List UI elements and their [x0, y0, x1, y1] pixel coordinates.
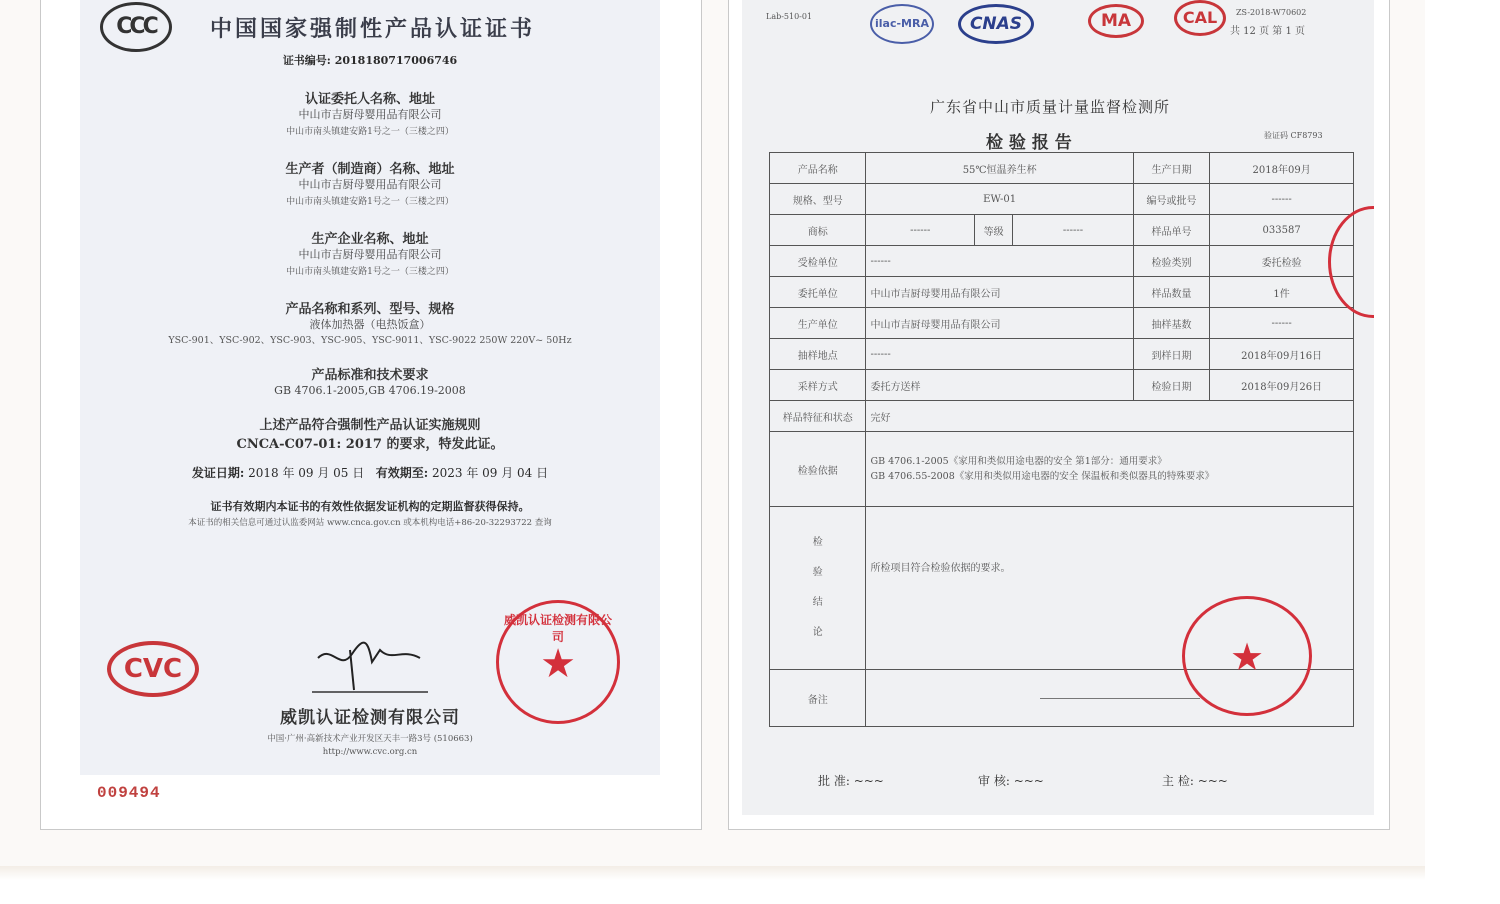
ilac-mra-logo-icon: ilac-MRA — [870, 4, 934, 44]
cell-value: ------ — [1013, 215, 1134, 246]
seal-text: 威凯认证检测有限公司 — [503, 613, 612, 644]
approver-sign: 批 准: ~~~ — [818, 774, 884, 788]
cell-label: 样品数量 — [1133, 277, 1209, 308]
cell-value: 委托检验 — [1210, 246, 1354, 277]
table-row — [770, 339, 1354, 370]
issuer-name: 威凯认证检测有限公司 — [280, 708, 460, 728]
cell-value: 1件 — [1210, 277, 1354, 308]
table-row — [770, 184, 1354, 215]
cvc-logo-icon: CVC — [107, 641, 199, 697]
table-row — [770, 215, 1354, 246]
conformity-line-2: CNCA-C07-01: 2017 的要求，特发此证。 — [236, 437, 504, 452]
conclusion-char: 检 — [812, 537, 823, 548]
cell-value: ------ — [866, 215, 975, 246]
cell-label: 编号或批号 — [1133, 184, 1209, 215]
table-row — [770, 401, 1354, 432]
applicant-name: 中山市吉厨母婴用品有限公司 — [298, 108, 442, 121]
certificate-number-line: 证书编号: 2018180717006746 — [282, 54, 458, 67]
product-models: YSC-901、YSC-902、YSC-903、YSC-905、YSC-9011、YSC-9022 250W 220V~ 50Hz — [168, 335, 572, 346]
product-name: 液体加热器（电热饭盒） — [309, 318, 431, 331]
certificate-serial: 009494 — [97, 784, 161, 802]
cell-label: 采样方式 — [770, 370, 866, 401]
remark-line — [1040, 698, 1200, 699]
cell-value: 完好 — [866, 401, 1354, 432]
cell-value: ------ — [866, 246, 1133, 277]
cell-label: 样品单号 — [1133, 215, 1209, 246]
cell-label: 生产单位 — [770, 308, 866, 339]
cell-label: 产品名称 — [770, 153, 866, 184]
applicant-address: 中山市南头镇建安路1号之一（三楼之四） — [286, 127, 454, 137]
bottom-strip — [0, 866, 1425, 880]
page-info: 共 12 页 第 1 页 — [1230, 26, 1305, 37]
cell-value: EW-01 — [866, 184, 1133, 215]
cell-label: 受检单位 — [770, 246, 866, 277]
conclusion-label-cell — [770, 507, 866, 670]
cell-value: 中山市吉厨母婴用品有限公司 — [866, 308, 1133, 339]
cell-label: 商标 — [770, 215, 866, 246]
manufacturer-label: 生产者（制造商）名称、地址 — [285, 162, 455, 177]
basis-cell — [866, 432, 1354, 507]
cell-label: 抽样地点 — [770, 339, 866, 370]
verification-code: 验证码 CF8793 — [1264, 131, 1323, 140]
cell-value: 委托方送样 — [866, 370, 1133, 401]
institute-name: 广东省中山市质量计量监督检测所 — [930, 98, 1171, 116]
conclusion-char: 论 — [812, 627, 823, 638]
cell-value: ------ — [866, 339, 1133, 370]
issuer-address: 中国·广州·高新技术产业开发区天丰一路3号 (510663) — [267, 734, 473, 744]
cell-value: 2018年09月16日 — [1210, 339, 1354, 370]
date-line: 发证日期: 2018 年 09 月 05 日 有效期至: 2023 年 09 月 04 日 — [191, 466, 549, 480]
inquiry-note: 本证书的相关信息可通过认监委网站 www.cnca.gov.cn 或本机构电话+86-20-32293722 查询 — [188, 518, 552, 528]
cell-value: 2018年09月26日 — [1210, 370, 1354, 401]
conclusion-value: 所检项目符合检验依据的要求。 — [866, 507, 1354, 670]
certificate-title: 中国国家强制性产品认证证书 — [210, 17, 536, 42]
cell-label: 等级 — [975, 215, 1013, 246]
table-row — [770, 432, 1354, 507]
seal-star-icon: ★ — [540, 641, 576, 687]
factory-address: 中山市南头镇建安路1号之一（三楼之四） — [286, 267, 454, 277]
cell-label: 检验日期 — [1133, 370, 1209, 401]
inspector-sign: 主 检: ~~~ — [1162, 774, 1228, 788]
signature — [310, 632, 430, 694]
table-row — [770, 246, 1354, 277]
table-row — [770, 277, 1354, 308]
table-row — [770, 370, 1354, 401]
cell-value: 033587 — [1210, 215, 1354, 246]
form-code: Lab-510-01 — [766, 12, 813, 21]
factory-name: 中山市吉厨母婴用品有限公司 — [298, 248, 442, 261]
product-label: 产品名称和系列、型号、规格 — [285, 302, 455, 317]
factory-label: 生产企业名称、地址 — [311, 232, 429, 247]
report-seal — [1182, 596, 1312, 716]
cell-label: 样品特征和状态 — [770, 401, 866, 432]
conformity-line-1: 上述产品符合强制性产品认证实施规则 — [259, 418, 481, 433]
cell-value: 中山市吉厨母婴用品有限公司 — [866, 277, 1133, 308]
conclusion-char: 验 — [812, 567, 823, 578]
cell-label: 检验依据 — [770, 432, 866, 507]
standards-label: 产品标准和技术要求 — [311, 368, 429, 383]
table-row — [770, 153, 1354, 184]
ccc-certificate — [80, 0, 660, 775]
cell-label: 抽样基数 — [1133, 308, 1209, 339]
conclusion-char: 结 — [812, 597, 823, 608]
cell-label: 备注 — [770, 670, 866, 727]
basis-line: GB 4706.1-2005《家用和类似用途电器的安全 第1部分：通用要求》 — [870, 456, 1167, 467]
ccc-logo-icon: CCC — [100, 2, 172, 52]
cnas-logo-icon: CNAS — [958, 4, 1034, 44]
cell-label: 到样日期 — [1133, 339, 1209, 370]
table-row — [770, 308, 1354, 339]
seal-star-icon: ★ — [1229, 635, 1265, 679]
basis-line: GB 4706.55-2008《家用和类似用途电器的安全 保温板和类似器具的特殊要求》 — [870, 471, 1215, 482]
standards-value: GB 4706.1-2005,GB 4706.19-2008 — [274, 384, 466, 397]
cell-value: ------ — [1210, 184, 1354, 215]
cell-label: 规格、型号 — [770, 184, 866, 215]
report-number-top: ZS-2018-W70602 — [1236, 8, 1307, 17]
manufacturer-name: 中山市吉厨母婴用品有限公司 — [298, 178, 442, 191]
cell-value: 55℃恒温养生杯 — [866, 153, 1133, 184]
cell-value: ------ — [1210, 308, 1354, 339]
cell-label: 检验类别 — [1133, 246, 1209, 277]
applicant-label: 认证委托人名称、地址 — [304, 92, 435, 107]
cell-label: 生产日期 — [1133, 153, 1209, 184]
issuer-website: http://www.cvc.org.cn — [322, 747, 418, 757]
cell-label: 委托单位 — [770, 277, 866, 308]
report-title: 检 验 报 告 — [986, 133, 1072, 153]
cell-value: 2018年09月 — [1210, 153, 1354, 184]
cal-logo-icon: CAL — [1174, 0, 1226, 36]
inspection-report — [742, 0, 1374, 815]
reviewer-sign: 审 核: ~~~ — [978, 774, 1044, 788]
validity-note: 证书有效期内本证书的有效性依据发证机构的定期监督获得保持。 — [210, 500, 530, 513]
manufacturer-address: 中山市南头镇建安路1号之一（三楼之四） — [286, 197, 454, 207]
ma-logo-icon: MA — [1088, 4, 1144, 38]
